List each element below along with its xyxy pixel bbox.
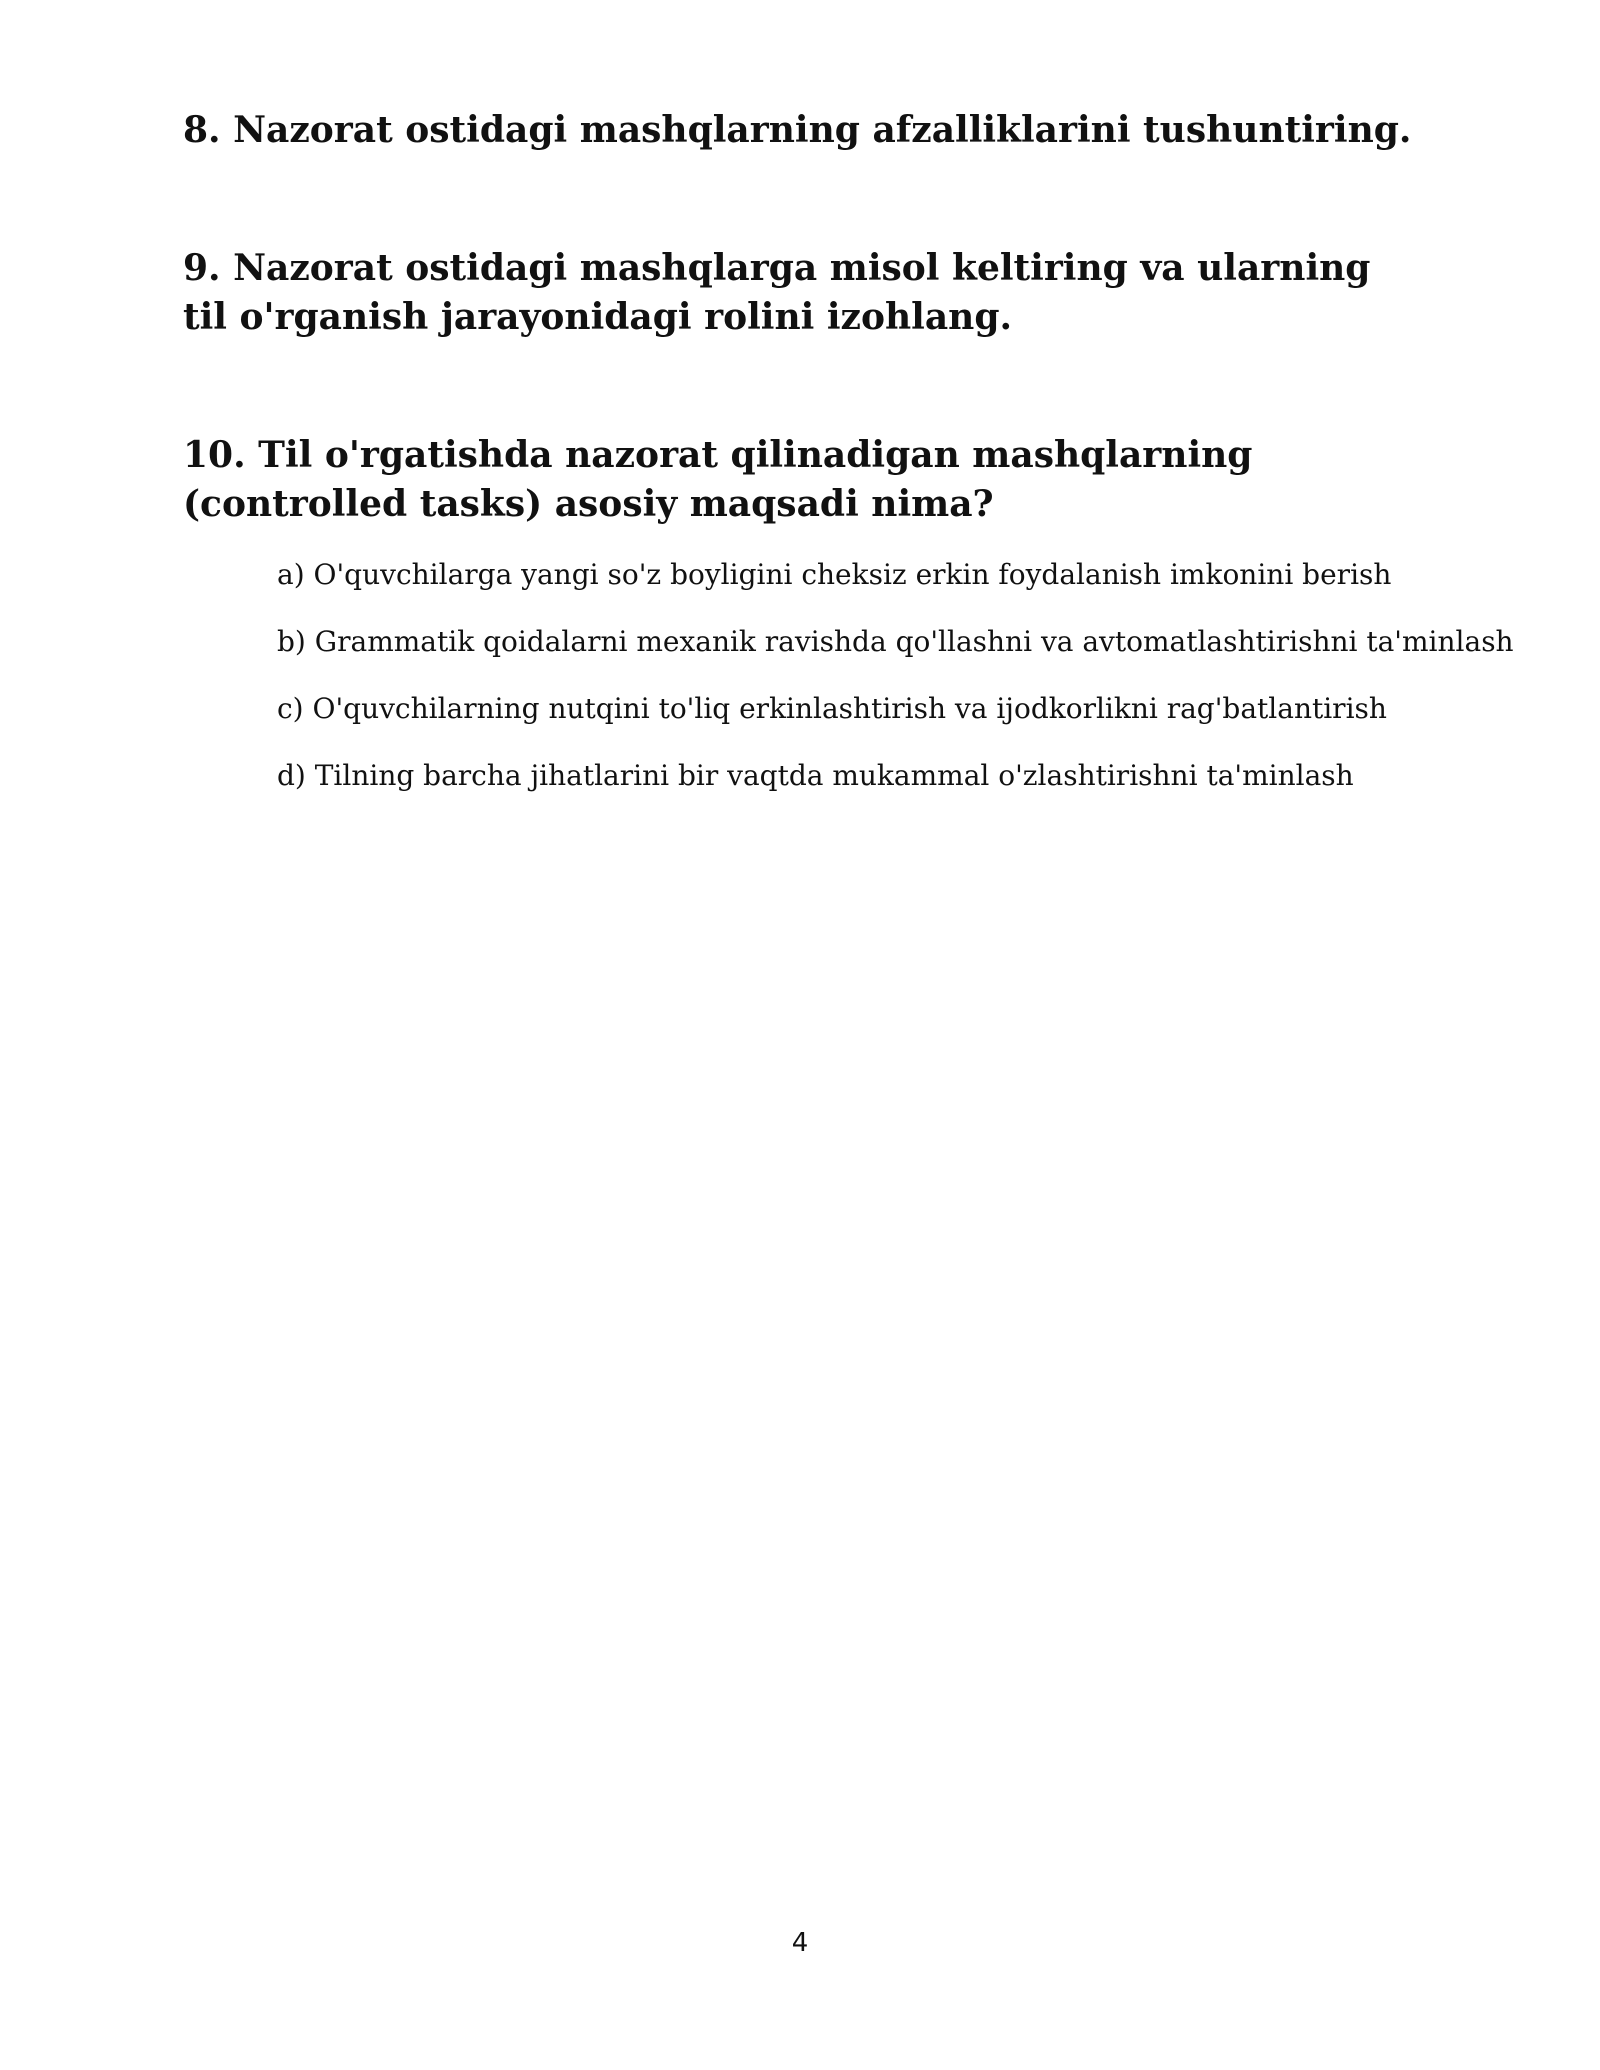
question-8: 8. Nazorat ostidagi mashqlarning afzalliklarini tushuntiring. [183,109,1412,151]
option-a: a) O'quvchilarga yangi so'z boyligini cheksiz erkin foydalanish imkonini berish [277,558,1392,591]
question-9: 9. Nazorat ostidagi mashqlarga misol keltiring va ularning til o'rganish jarayonidagi rolini izohlang. [183,247,1371,338]
option-b: b) Grammatik qoidalarni mexanik ravishda qo'llashni va avtomatlashtirishni ta'minlash [277,625,1514,658]
option-d: d) Tilning barcha jihatlarini bir vaqtda mukammal o'zlashtirishni ta'minlash [277,759,1354,792]
question-10-options [277,556,1527,824]
page-number: 4 [791,1928,809,1958]
question-10: 10. Til o'rgatishda nazorat qilinadigan mashqlarning (controlled tasks) asosiy maqsadi nima? [183,434,1253,525]
option-c: c) O'quvchilarning nutqini to'liq erkinlashtirish va ijodkorlikni rag'batlantirish [277,692,1387,725]
